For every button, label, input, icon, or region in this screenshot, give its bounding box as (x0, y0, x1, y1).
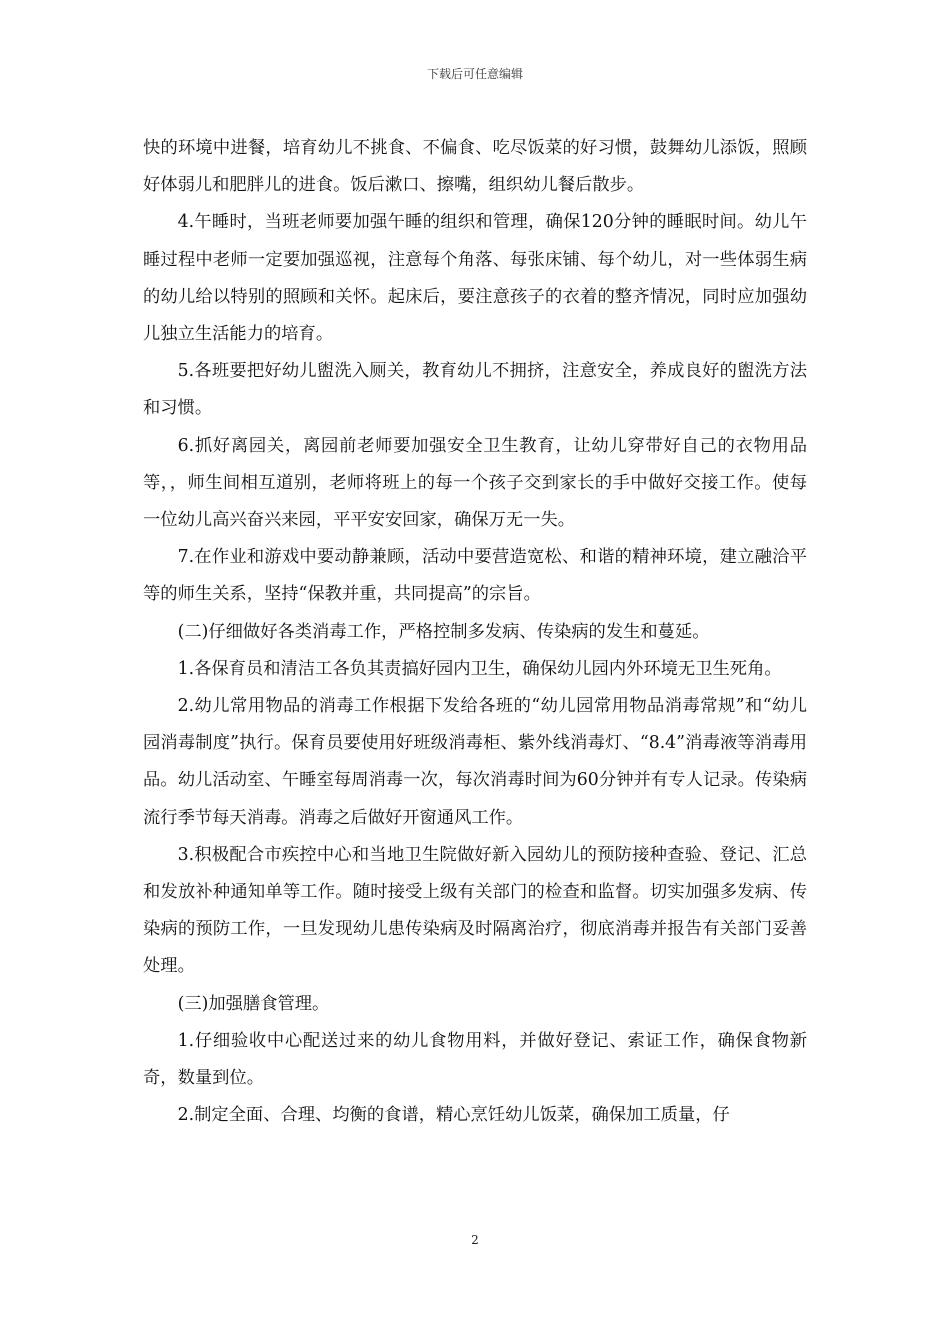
paragraph-disinfection-1: 1.各保育员和清洁工各负其责搞好园内卫生，确保幼儿园内外环境无卫生死角。 (177, 658, 782, 679)
section-heading-2: (二)仔细做好各类消毒工作，严格控制多发病、传染病的发生和蔓延。 (177, 621, 710, 642)
paragraph-continued: 快的环境中进餐，培育幼儿不挑食、不偏食、吃尽饭菜的好习惯，鼓舞幼儿添饭，照顾好体弱儿和肥胖儿的进食。饭后漱口、擦嘴，组织幼儿餐后散步。 (143, 138, 807, 196)
paragraph-item-4: 4.午睡时，当班老师要加强午睡的组织和管理，确保120分钟的睡眠时间。幼儿午睡过程中老师一定要加强巡视，注意每个角落、每张床铺、每个幼儿，对一些体弱生病的幼儿给以特别的照顾和关怀。起床后，要注意孩子的衣着的整齐情况，同时应加强幼儿独立生活能力的培育。 (143, 212, 807, 345)
paragraph-disinfection-3: 3.积极配合市疾控中心和当地卫生院做好新入园幼儿的预防接种查验、登记、汇总和发放补种通知单等工作。随时接受上级有关部门的检查和监督。切实加强多发病、传染病的预防工作，一旦发现幼儿患传染病及时隔离治疗，彻底消毒并报告有关部门妥善处理。 (143, 844, 807, 977)
section-heading-3: (三)加强膳食管理。 (177, 993, 330, 1014)
page-header: 下载后可任意编辑 (426, 67, 523, 81)
paragraph-item-6: 6.抓好离园关，离园前老师要加强安全卫生教育，让幼儿穿带好自己的衣物用品等，，师生间相互道别，老师将班上的每一个孩子交到家长的手中做好交接工作。使每一位幼儿高兴奋兴来园，平平安安回家，确保万无一失。 (143, 435, 807, 531)
paragraph-item-5: 5.各班要把好幼儿盥洗入厕关，教育幼儿不拥挤，注意安全，养成良好的盥洗方法和习惯。 (143, 361, 807, 419)
paragraph-item-7: 7.在作业和游戏中要动静兼顾，活动中要营造宽松、和谐的精神环境，建立融洽平等的师生关系，坚持“保教并重，共同提高”的宗旨。 (143, 547, 807, 605)
body-text (143, 130, 807, 1134)
paragraph-meals-2: 2.制定全面、合理、均衡的食谱，精心烹饪幼儿饭菜，确保加工质量，仔 (177, 1105, 730, 1126)
paragraph-meals-1: 1.仔细验收中心配送过来的幼儿食物用料，并做好登记、索证工作，确保食物新奇，数量到位。 (143, 1030, 807, 1089)
paragraph-disinfection-2: 2.幼儿常用物品的消毒工作根据下发给各班的“幼儿园常用物品消毒常规”和“幼儿园消毒制度”执行。保育员要使用好班级消毒柜、紫外线消毒灯、“8.4”消毒液等消毒用品。幼儿活动室、午睡室每周消毒一次，每次消毒时间为60分钟并有专人记录。传染病流行季节每天消毒。消毒之后做好开窗通风工作。 (143, 696, 807, 828)
page-number: 2 (471, 1233, 479, 1247)
